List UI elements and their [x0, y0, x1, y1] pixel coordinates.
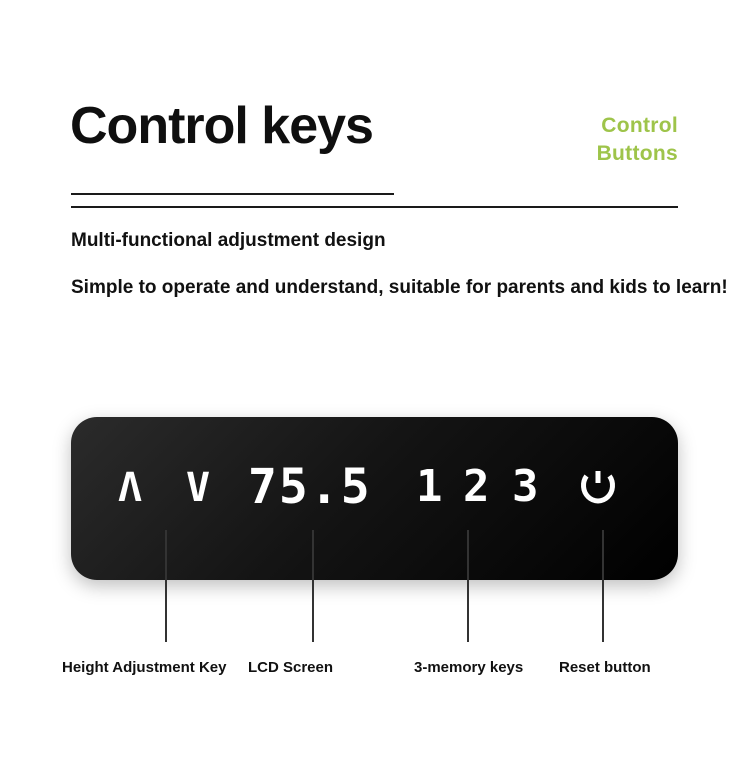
memory-key-2[interactable]: 2: [463, 461, 490, 512]
divider-short: [71, 193, 394, 195]
leader-line-lcd: [312, 530, 314, 642]
caption-reset-button: Reset button: [559, 659, 651, 676]
leader-line-height-key: [165, 530, 167, 642]
memory-key-3[interactable]: 3: [512, 461, 539, 512]
reset-icon[interactable]: [576, 464, 620, 510]
divider-long: [71, 206, 678, 208]
memory-key-1[interactable]: 1: [416, 461, 443, 512]
lcd-screen-value: 75.5: [248, 459, 372, 515]
caption-memory-keys: 3-memory keys: [414, 659, 524, 676]
caption-height-adjustment-key: Height Adjustment Key: [62, 659, 227, 676]
subtitle-secondary: Simple to operate and understand, suitable for parents and kids to learn!: [71, 277, 728, 298]
caption-lcd-screen: LCD Screen: [248, 659, 334, 676]
brand-tag: [597, 112, 678, 169]
height-up-arrow-icon[interactable]: Λ: [118, 465, 143, 511]
height-down-arrow-icon[interactable]: V: [186, 465, 211, 511]
leader-line-memory: [467, 530, 469, 642]
leader-line-reset: [602, 530, 604, 642]
subtitle-primary: Multi-functional adjustment design: [71, 230, 386, 251]
brand-tag-line-1: Control: [601, 114, 678, 137]
page-title: Control keys: [70, 97, 373, 155]
brand-tag-line-2: Buttons: [596, 142, 678, 166]
